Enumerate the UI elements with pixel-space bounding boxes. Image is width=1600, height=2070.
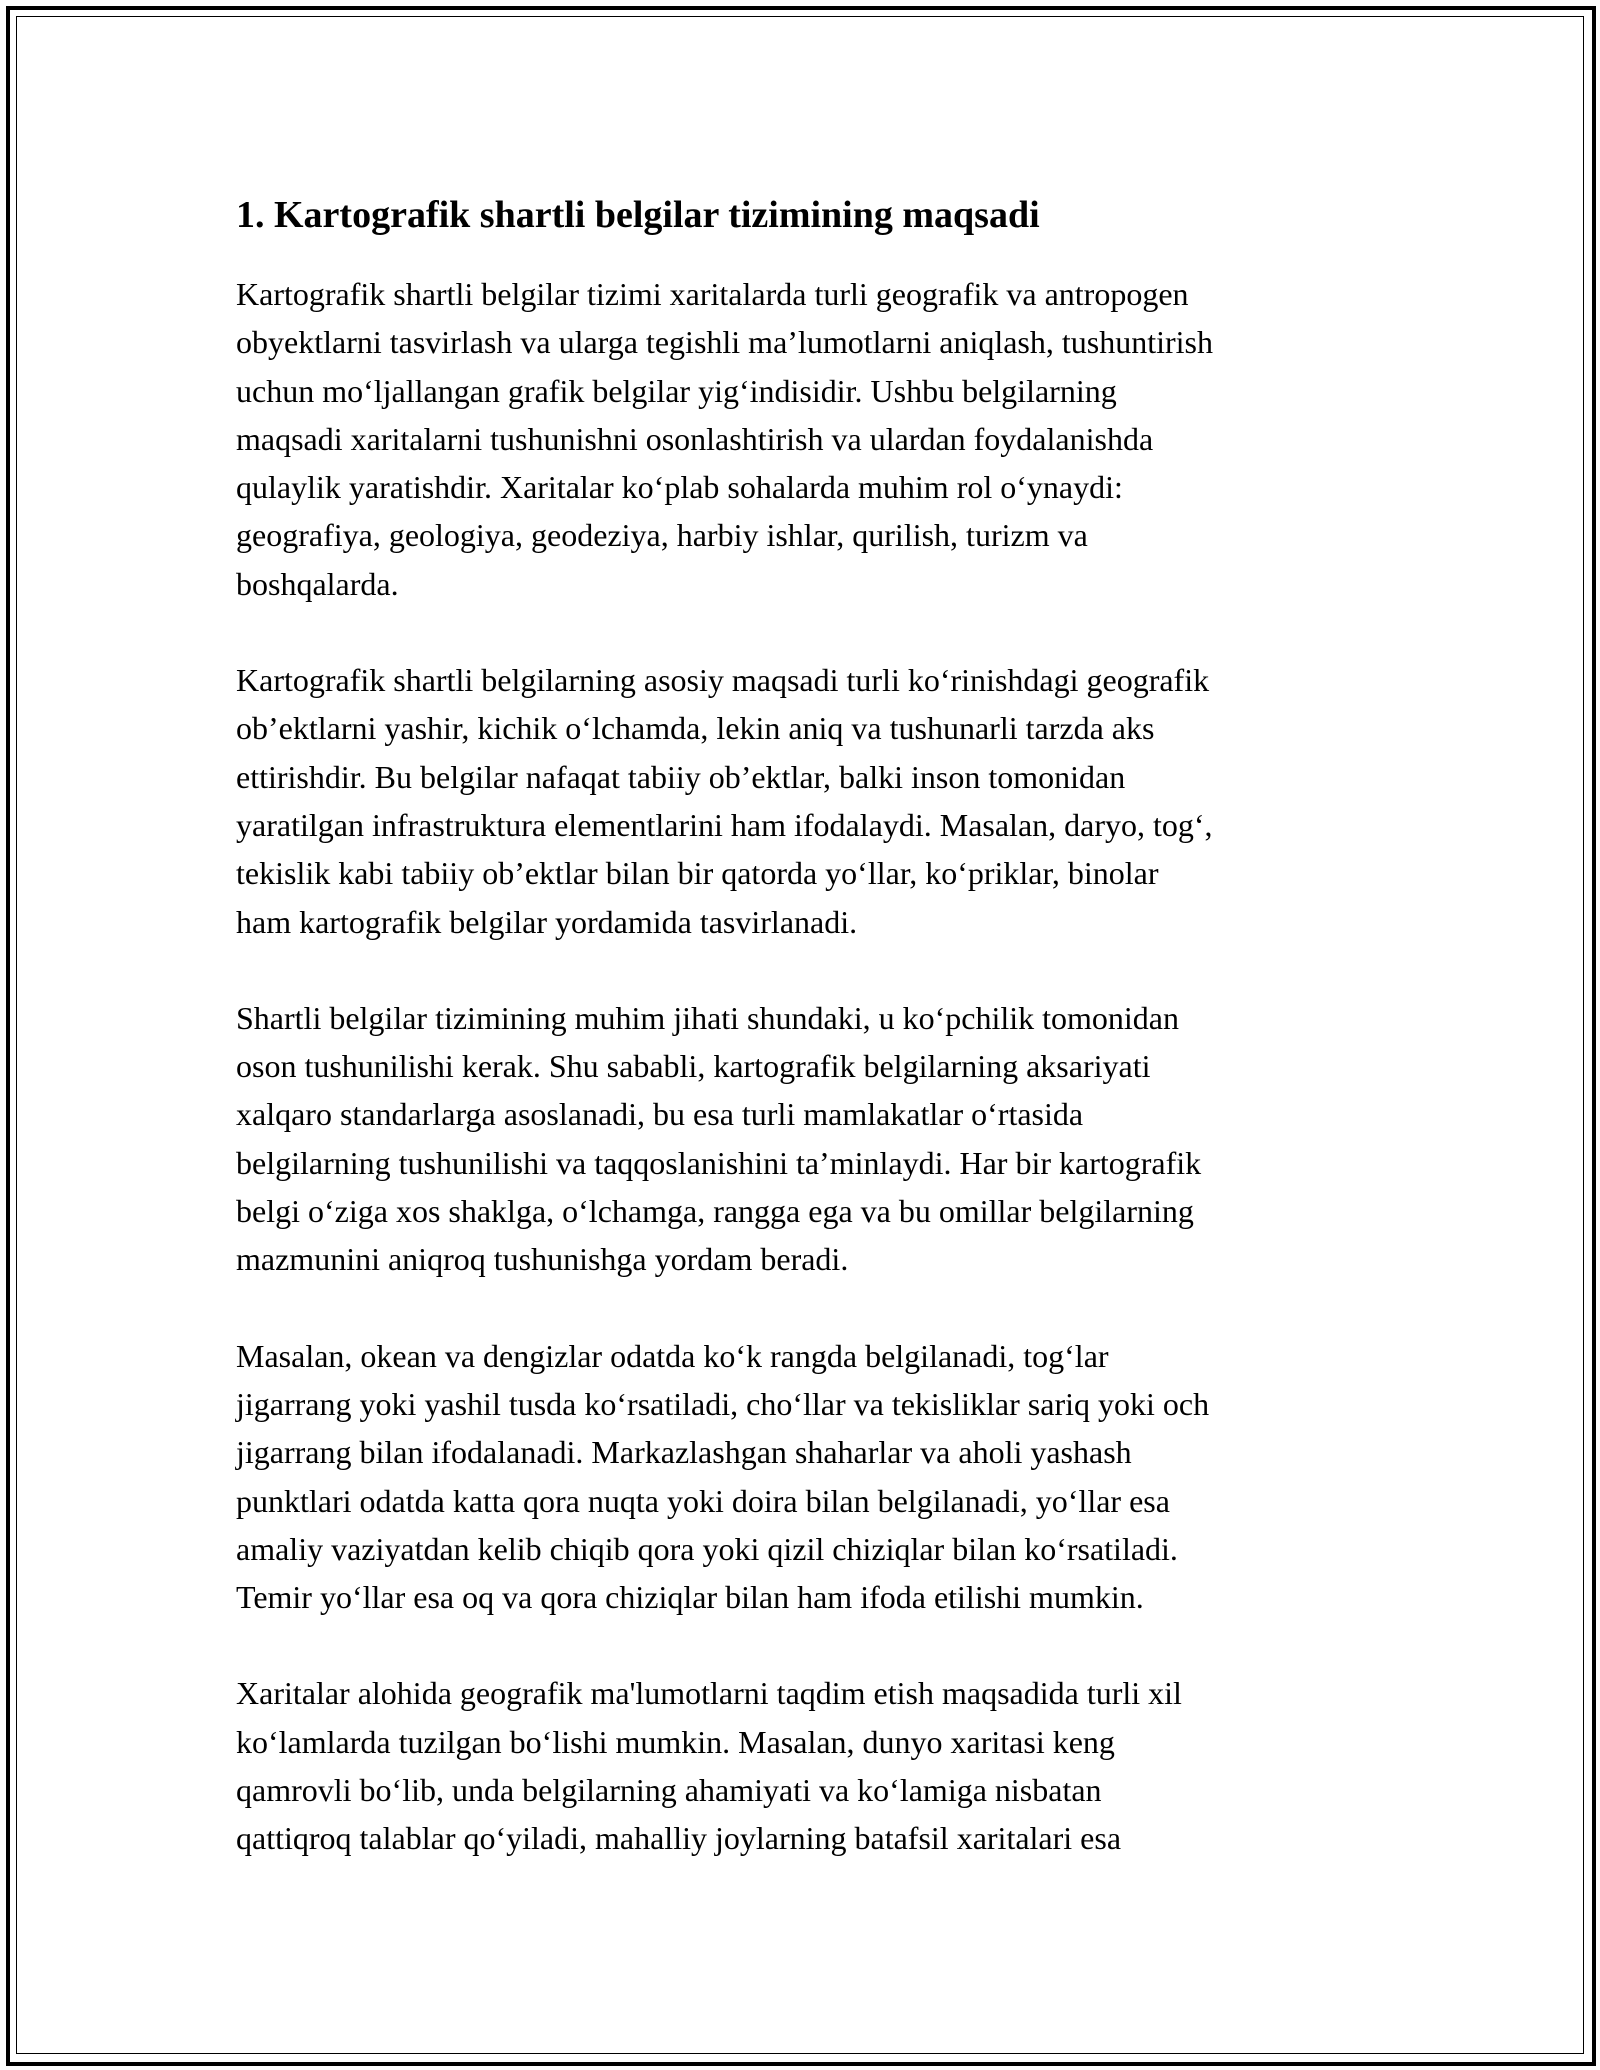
document-content: [236, 190, 1396, 1911]
paragraph-line: uchun moʻljallangan grafik belgilar yigʻindisidir. Ushbu belgilarning: [236, 372, 1117, 409]
paragraph-line: tekislik kabi tabiiy ob’ektlar bilan bir qatorda yoʻllar, koʻpriklar, binolar: [236, 855, 1159, 892]
paragraph-line: maqsadi xaritalarni tushunishni osonlashtirish va ulardan foydalanishda: [236, 420, 1154, 457]
paragraph-line: qulaylik yaratishdir. Xaritalar koʻplab sohalarda muhim rol oʻynaydi:: [236, 469, 1123, 506]
paragraph-5: [236, 1669, 1396, 1862]
document-body: [236, 270, 1396, 1863]
paragraph-line: koʻlamlarda tuzilgan boʻlishi mumkin. Masalan, dunyo xaritasi keng: [236, 1723, 1115, 1760]
paragraph-line: Kartografik shartli belgilarning asosiy maqsadi turli koʻrinishdagi geografik: [236, 662, 1210, 699]
paragraph-line: ob’ektlarni yashir, kichik oʻlchamda, lekin aniq va tushunarli tarzda aks: [236, 710, 1155, 747]
paragraph-line: jigarrang yoki yashil tusda koʻrsatiladi, choʻllar va tekisliklar sariq yoki och: [236, 1385, 1210, 1422]
paragraph-line: belgilarning tushunilishi va taqqoslanishini ta’minlaydi. Har bir kartografik: [236, 1144, 1202, 1181]
paragraph-line: punktlari odatda katta qora nuqta yoki doira bilan belgilanadi, yoʻllar esa: [236, 1482, 1170, 1519]
paragraph-line: Kartografik shartli belgilar tizimi xaritalarda turli geografik va antropogen: [236, 276, 1189, 312]
section-heading: 1. Kartografik shartli belgilar tizimining maqsadi: [236, 194, 1040, 236]
paragraph-line: qamrovli boʻlib, unda belgilarning ahamiyati va koʻlamiga nisbatan: [236, 1772, 1102, 1809]
paragraph-2: [236, 656, 1396, 946]
paragraph-4: [236, 1332, 1396, 1622]
paragraph-3: [236, 994, 1396, 1284]
paragraph-line: ettirishdir. Bu belgilar nafaqat tabiiy ob’ektlar, balki inson tomonidan: [236, 758, 1126, 795]
paragraph-line: yaratilgan infrastruktura elementlarini ham ifodalaydi. Masalan, daryo, togʻ,: [236, 806, 1213, 843]
paragraph-line: Shartli belgilar tizimining muhim jihati shundaki, u koʻpchilik tomonidan: [236, 999, 1179, 1036]
paragraph-1: [236, 270, 1396, 608]
paragraph-line: oson tushunilishi kerak. Shu sababli, kartografik belgilarning aksariyati: [236, 1048, 1151, 1085]
paragraph-line: mazmunini aniqroq tushunishga yordam beradi.: [236, 1241, 849, 1278]
paragraph-line: xalqaro standarlarga asoslanadi, bu esa turli mamlakatlar oʻrtasida: [236, 1096, 1084, 1133]
paragraph-line: obyektlarni tasvirlash va ularga tegishli ma’lumotlarni aniqlash, tushuntirish: [236, 324, 1213, 361]
paragraph-line: Xaritalar alohida geografik ma'lumotlarni taqdim etish maqsadida turli xil: [236, 1675, 1182, 1712]
paragraph-line: belgi oʻziga xos shaklga, oʻlchamga, rangga ega va bu omillar belgilarning: [236, 1193, 1194, 1230]
paragraph-line: Masalan, okean va dengizlar odatda koʻk rangda belgilanadi, togʻlar: [236, 1337, 1109, 1374]
paragraph-line: amaliy vaziyatdan kelib chiqib qora yoki qizil chiziqlar bilan koʻrsatiladi.: [236, 1530, 1178, 1567]
paragraph-line: jigarrang bilan ifodalanadi. Markazlashgan shaharlar va aholi yashash: [236, 1434, 1132, 1471]
paragraph-line: boshqalarda.: [236, 565, 399, 602]
paragraph-line: geografiya, geologiya, geodeziya, harbiy ishlar, qurilish, turizm va: [236, 517, 1088, 554]
paragraph-line: qattiqroq talablar qoʻyiladi, mahalliy joylarning batafsil xaritalari esa: [236, 1820, 1122, 1857]
paragraph-line: ham kartografik belgilar yordamida tasvirlanadi.: [236, 903, 858, 940]
paragraph-line: Temir yoʻllar esa oq va qora chiziqlar bilan ham ifoda etilishi mumkin.: [236, 1579, 1144, 1616]
